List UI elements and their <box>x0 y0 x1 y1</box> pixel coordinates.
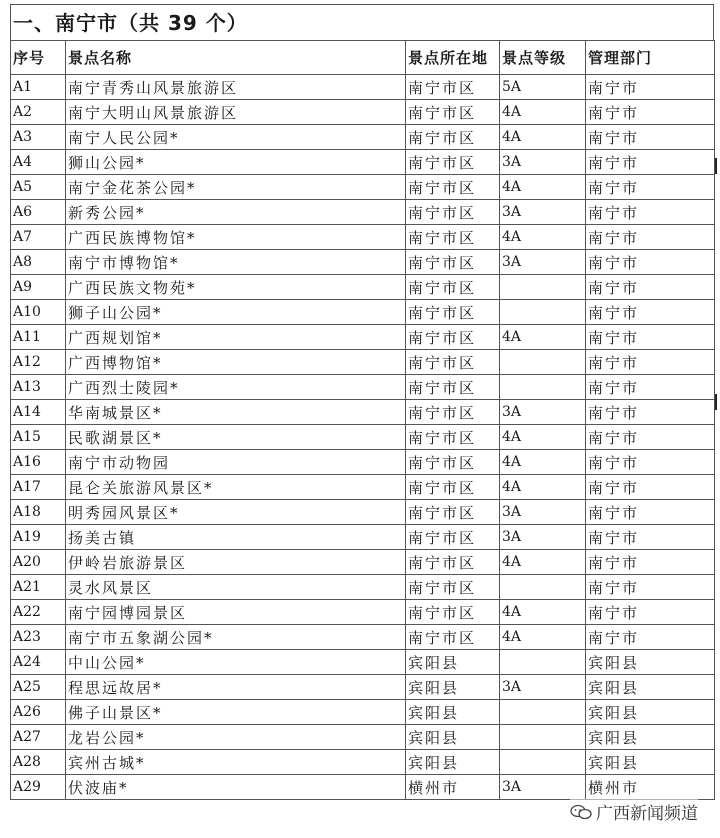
header-dept: 管理部门 <box>586 41 715 75</box>
cell-level <box>500 750 586 775</box>
cell-name: 南宁金花茶公园* <box>66 175 406 200</box>
cell-level: 4A <box>500 225 586 250</box>
cell-name: 南宁青秀山风景旅游区 <box>66 75 406 100</box>
table-row <box>11 750 715 775</box>
cell-seq: A25 <box>11 675 66 700</box>
cell-name: 广西烈士陵园* <box>66 375 406 400</box>
cell-seq: A19 <box>11 525 66 550</box>
cell-seq: A18 <box>11 500 66 525</box>
cell-seq: A11 <box>11 325 66 350</box>
cell-location: 南宁市区 <box>406 450 500 475</box>
cell-seq: A12 <box>11 350 66 375</box>
cell-location: 宾阳县 <box>406 700 500 725</box>
cell-seq: A3 <box>11 125 66 150</box>
scenic-spot-table <box>10 40 715 800</box>
cell-dept: 南宁市 <box>586 275 715 300</box>
cell-level: 4A <box>500 125 586 150</box>
cell-dept: 南宁市 <box>586 575 715 600</box>
cell-seq: A27 <box>11 725 66 750</box>
cell-location: 南宁市区 <box>406 500 500 525</box>
cell-seq: A1 <box>11 75 66 100</box>
cell-seq: A22 <box>11 600 66 625</box>
cell-level: 4A <box>500 175 586 200</box>
header-level: 景点等级 <box>500 41 586 75</box>
cell-name: 华南城景区* <box>66 400 406 425</box>
cell-location: 南宁市区 <box>406 375 500 400</box>
cell-level: 4A <box>500 600 586 625</box>
cell-level: 4A <box>500 550 586 575</box>
cell-level <box>500 375 586 400</box>
cell-dept: 南宁市 <box>586 200 715 225</box>
cell-level: 4A <box>500 325 586 350</box>
table-row <box>11 650 715 675</box>
section-title: 一、南宁市（共 39 个） <box>10 4 714 40</box>
cell-level: 3A <box>500 675 586 700</box>
cell-level <box>500 300 586 325</box>
table-row <box>11 450 715 475</box>
cell-dept: 南宁市 <box>586 250 715 275</box>
cell-name: 广西民族文物苑* <box>66 275 406 300</box>
cell-name: 广西规划馆* <box>66 325 406 350</box>
cell-seq: A14 <box>11 400 66 425</box>
table-row <box>11 475 715 500</box>
cell-location: 南宁市区 <box>406 625 500 650</box>
table-row <box>11 325 715 350</box>
cell-location: 南宁市区 <box>406 350 500 375</box>
cell-dept: 宾阳县 <box>586 700 715 725</box>
cell-seq: A9 <box>11 275 66 300</box>
cell-dept: 南宁市 <box>586 550 715 575</box>
cell-seq: A15 <box>11 425 66 450</box>
cell-location: 南宁市区 <box>406 150 500 175</box>
cell-level: 3A <box>500 250 586 275</box>
table-row <box>11 675 715 700</box>
cell-dept: 宾阳县 <box>586 725 715 750</box>
cell-location: 宾阳县 <box>406 675 500 700</box>
cell-location: 南宁市区 <box>406 475 500 500</box>
cell-seq: A17 <box>11 475 66 500</box>
table-header-row <box>11 41 715 75</box>
table-row <box>11 150 715 175</box>
cell-dept: 南宁市 <box>586 325 715 350</box>
cell-level <box>500 275 586 300</box>
cell-name: 伏波庙* <box>66 775 406 800</box>
cell-level: 3A <box>500 400 586 425</box>
cell-dept: 南宁市 <box>586 425 715 450</box>
channel-watermark <box>570 799 698 824</box>
cell-dept: 南宁市 <box>586 625 715 650</box>
cell-dept: 南宁市 <box>586 300 715 325</box>
cell-seq: A16 <box>11 450 66 475</box>
cell-level <box>500 700 586 725</box>
cell-dept: 横州市 <box>586 775 715 800</box>
cell-name: 狮子山公园* <box>66 300 406 325</box>
cell-seq: A2 <box>11 100 66 125</box>
cell-name: 广西民族博物馆* <box>66 225 406 250</box>
table-row <box>11 225 715 250</box>
table-row <box>11 375 715 400</box>
cell-dept: 南宁市 <box>586 475 715 500</box>
cell-dept: 南宁市 <box>586 500 715 525</box>
header-location: 景点所在地 <box>406 41 500 75</box>
table-row <box>11 425 715 450</box>
cell-location: 南宁市区 <box>406 325 500 350</box>
cell-level: 3A <box>500 775 586 800</box>
table-row <box>11 400 715 425</box>
cell-name: 昆仑关旅游风景区* <box>66 475 406 500</box>
cell-name: 程思远故居* <box>66 675 406 700</box>
cell-name: 扬美古镇 <box>66 525 406 550</box>
cell-location: 南宁市区 <box>406 275 500 300</box>
cell-dept: 南宁市 <box>586 350 715 375</box>
table-row <box>11 775 715 800</box>
scroll-marker <box>715 158 717 174</box>
cell-dept: 南宁市 <box>586 450 715 475</box>
table-row <box>11 250 715 275</box>
cell-dept: 南宁市 <box>586 225 715 250</box>
cell-level: 5A <box>500 75 586 100</box>
cell-dept: 南宁市 <box>586 150 715 175</box>
cell-level: 3A <box>500 500 586 525</box>
cell-name: 南宁大明山风景旅游区 <box>66 100 406 125</box>
scroll-marker <box>715 394 717 410</box>
cell-dept: 宾阳县 <box>586 750 715 775</box>
cell-location: 南宁市区 <box>406 75 500 100</box>
table-row <box>11 600 715 625</box>
cell-location: 南宁市区 <box>406 225 500 250</box>
cell-dept: 南宁市 <box>586 525 715 550</box>
cell-seq: A13 <box>11 375 66 400</box>
table-row <box>11 525 715 550</box>
cell-seq: A28 <box>11 750 66 775</box>
cell-seq: A7 <box>11 225 66 250</box>
cell-name: 伊岭岩旅游景区 <box>66 550 406 575</box>
cell-location: 宾阳县 <box>406 725 500 750</box>
cell-dept: 南宁市 <box>586 125 715 150</box>
table-row <box>11 625 715 650</box>
cell-level: 3A <box>500 525 586 550</box>
cell-dept: 南宁市 <box>586 600 715 625</box>
header-name: 景点名称 <box>66 41 406 75</box>
cell-name: 新秀公园* <box>66 200 406 225</box>
table-row <box>11 725 715 750</box>
cell-location: 南宁市区 <box>406 575 500 600</box>
cell-name: 南宁市动物园 <box>66 450 406 475</box>
table-row <box>11 500 715 525</box>
cell-name: 中山公园* <box>66 650 406 675</box>
cell-location: 南宁市区 <box>406 100 500 125</box>
cell-level: 4A <box>500 425 586 450</box>
cell-seq: A26 <box>11 700 66 725</box>
cell-seq: A10 <box>11 300 66 325</box>
cell-level <box>500 725 586 750</box>
cell-dept: 宾阳县 <box>586 650 715 675</box>
cell-seq: A21 <box>11 575 66 600</box>
cell-dept: 宾阳县 <box>586 675 715 700</box>
cell-location: 南宁市区 <box>406 200 500 225</box>
cell-dept: 南宁市 <box>586 75 715 100</box>
cell-seq: A4 <box>11 150 66 175</box>
cell-dept: 南宁市 <box>586 400 715 425</box>
cell-dept: 南宁市 <box>586 175 715 200</box>
cell-seq: A23 <box>11 625 66 650</box>
cell-name: 宾州古城* <box>66 750 406 775</box>
cell-name: 南宁市五象湖公园* <box>66 625 406 650</box>
cell-level: 4A <box>500 625 586 650</box>
wechat-icon <box>570 804 592 820</box>
cell-level <box>500 350 586 375</box>
table-row <box>11 75 715 100</box>
cell-name: 南宁园博园景区 <box>66 600 406 625</box>
cell-name: 狮山公园* <box>66 150 406 175</box>
cell-location: 南宁市区 <box>406 400 500 425</box>
cell-location: 横州市 <box>406 775 500 800</box>
cell-level: 3A <box>500 200 586 225</box>
cell-name: 灵水风景区 <box>66 575 406 600</box>
cell-name: 民歌湖景区* <box>66 425 406 450</box>
cell-dept: 南宁市 <box>586 100 715 125</box>
cell-level: 3A <box>500 150 586 175</box>
cell-level <box>500 650 586 675</box>
cell-seq: A5 <box>11 175 66 200</box>
cell-name: 明秀园风景区* <box>66 500 406 525</box>
cell-seq: A8 <box>11 250 66 275</box>
table-row <box>11 125 715 150</box>
table-row <box>11 350 715 375</box>
table-row <box>11 300 715 325</box>
cell-location: 南宁市区 <box>406 425 500 450</box>
cell-name: 佛子山景区* <box>66 700 406 725</box>
cell-dept: 南宁市 <box>586 375 715 400</box>
cell-location: 南宁市区 <box>406 550 500 575</box>
scenic-spot-list <box>10 4 714 800</box>
cell-location: 南宁市区 <box>406 125 500 150</box>
table-row <box>11 175 715 200</box>
cell-location: 南宁市区 <box>406 525 500 550</box>
cell-location: 宾阳县 <box>406 650 500 675</box>
table-body <box>11 75 715 800</box>
cell-name: 龙岩公园* <box>66 725 406 750</box>
table-row <box>11 575 715 600</box>
cell-location: 南宁市区 <box>406 300 500 325</box>
cell-name: 南宁市博物馆* <box>66 250 406 275</box>
table-row <box>11 550 715 575</box>
header-seq: 序号 <box>11 41 66 75</box>
table-row <box>11 200 715 225</box>
cell-location: 南宁市区 <box>406 250 500 275</box>
cell-name: 南宁人民公园* <box>66 125 406 150</box>
table-row <box>11 100 715 125</box>
cell-seq: A24 <box>11 650 66 675</box>
cell-level: 4A <box>500 100 586 125</box>
table-row <box>11 700 715 725</box>
watermark-text: 广西新闻频道 <box>596 804 698 824</box>
cell-location: 南宁市区 <box>406 175 500 200</box>
table-row <box>11 275 715 300</box>
cell-name: 广西博物馆* <box>66 350 406 375</box>
cell-seq: A20 <box>11 550 66 575</box>
cell-level: 4A <box>500 475 586 500</box>
cell-location: 宾阳县 <box>406 750 500 775</box>
cell-seq: A29 <box>11 775 66 800</box>
cell-location: 南宁市区 <box>406 600 500 625</box>
cell-level <box>500 575 586 600</box>
cell-level: 4A <box>500 450 586 475</box>
cell-seq: A6 <box>11 200 66 225</box>
